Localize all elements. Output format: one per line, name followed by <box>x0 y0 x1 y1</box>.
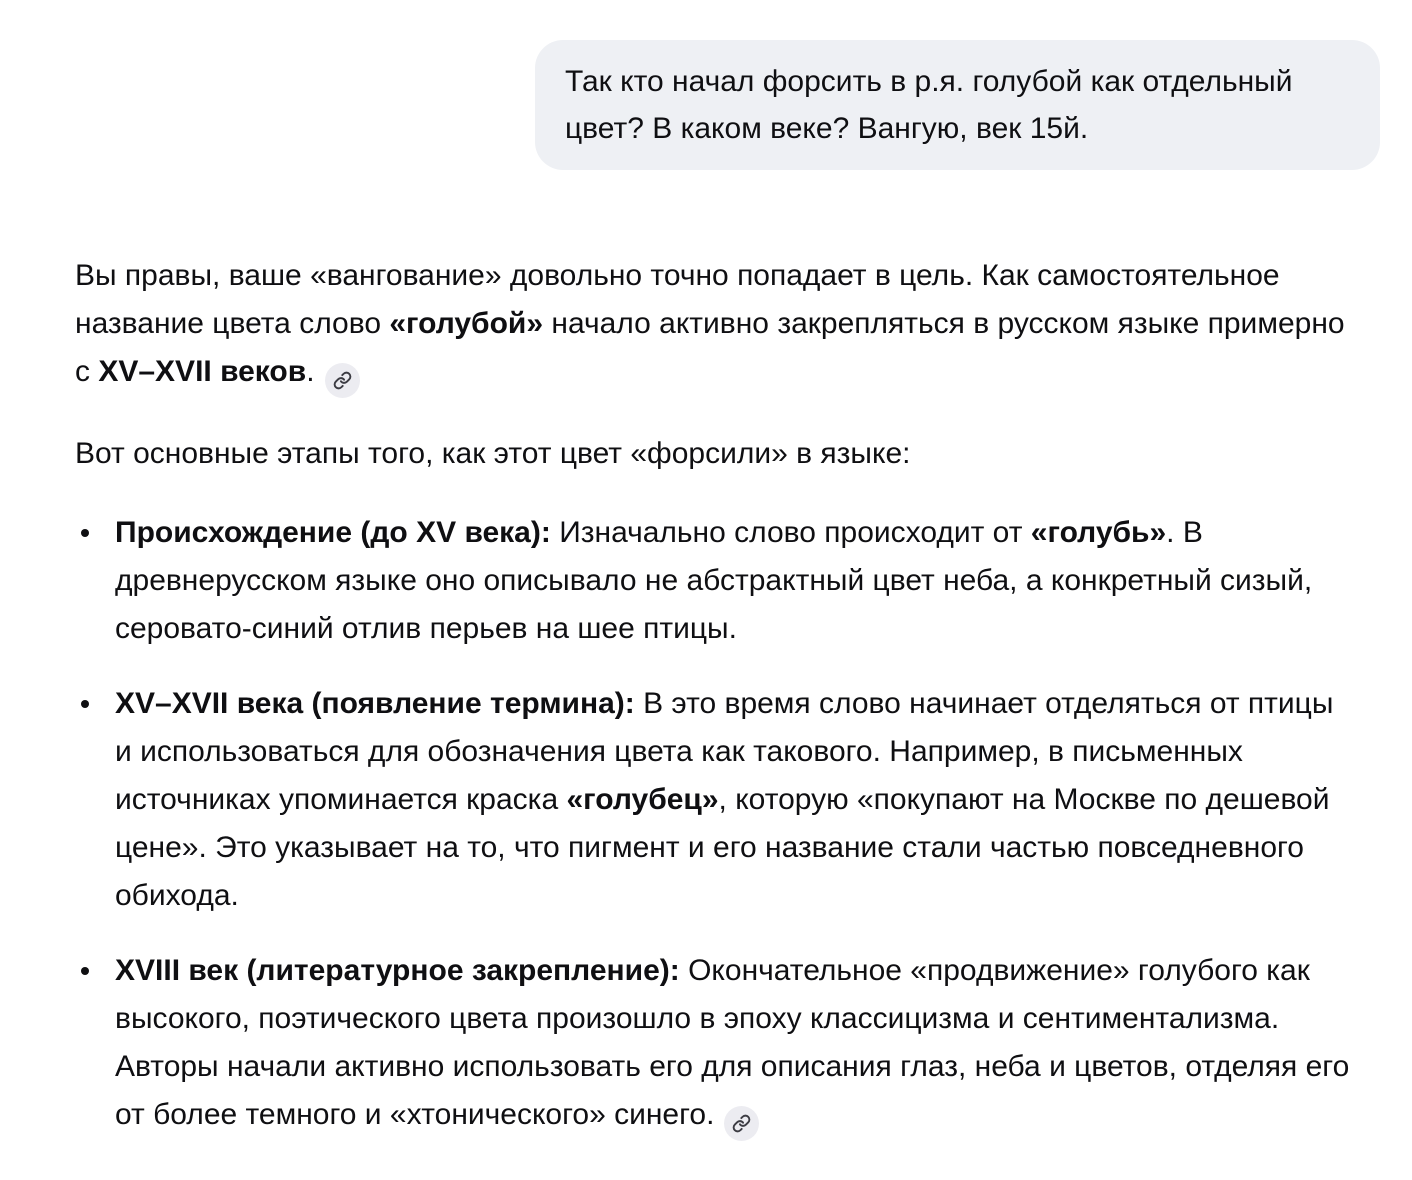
text-segment: Окончательное «продвижение» голубого как высокого, поэтического цвета произошло в эпоху классицизма и сентиментализма. Авторы начали активно использовать его для описания глаз, неба и цветов, отделяя его от более темного и «хтонического» синего. <box>115 954 1350 1131</box>
text-segment: . <box>306 355 315 388</box>
bullet-title: XVIII век (литературное закрепление): <box>115 954 680 987</box>
list-item <box>75 947 1354 1141</box>
text-segment-bold: «голубь» <box>1030 516 1167 549</box>
text-segment: Изначально слово происходит от <box>550 516 1031 549</box>
text-segment: В это время слово начинает отделяться от птицы и использоваться для обозначения цвета как такового. Например, в письменных источниках упоминается краска <box>115 687 1334 816</box>
assistant-bullet-list <box>75 509 1354 1141</box>
text-segment: Вот основные этапы того, как этот цвет «форсили» в языке: <box>75 437 911 470</box>
citation-link-button[interactable] <box>325 363 360 398</box>
user-message-row <box>0 0 1412 170</box>
link-icon <box>333 371 352 390</box>
user-message-text: Так кто начал форсить в р.я. голубой как отдельный цвет? В каком веке? Вангую, век 15й. <box>565 65 1293 145</box>
bullet-title: Происхождение (до XV века): <box>115 516 551 549</box>
text-segment-bold: «голубой» <box>389 307 544 340</box>
assistant-paragraph-intro <box>75 252 1354 398</box>
text-segment-bold: «голубец» <box>566 783 719 816</box>
text-segment-bold: XV–XVII веков <box>98 355 307 388</box>
list-item <box>75 680 1354 920</box>
assistant-paragraph-lead <box>75 430 1354 478</box>
link-icon <box>732 1114 751 1133</box>
citation-link-button[interactable] <box>724 1106 759 1141</box>
bullet-title: XV–XVII века (появление термина): <box>115 687 635 720</box>
text-segment: . В древнерусском языке оно описывало не абстрактный цвет неба, а конкретный сизый, серовато-синий отлив перьев на шее птицы. <box>115 516 1313 645</box>
list-item <box>75 509 1354 653</box>
text-segment: начало активно закрепляться в русском языке примерно с <box>75 307 1345 388</box>
user-message-bubble <box>535 40 1380 170</box>
text-segment: , которую «покупают на Москве по дешевой цене». Это указывает на то, что пигмент и его название стали частью повседневного обихода. <box>115 783 1330 912</box>
text-segment: Вы правы, ваше «вангование» довольно точно попадает в цель. Как самостоятельное название цвета слово <box>75 259 1280 340</box>
assistant-message <box>75 252 1354 1141</box>
